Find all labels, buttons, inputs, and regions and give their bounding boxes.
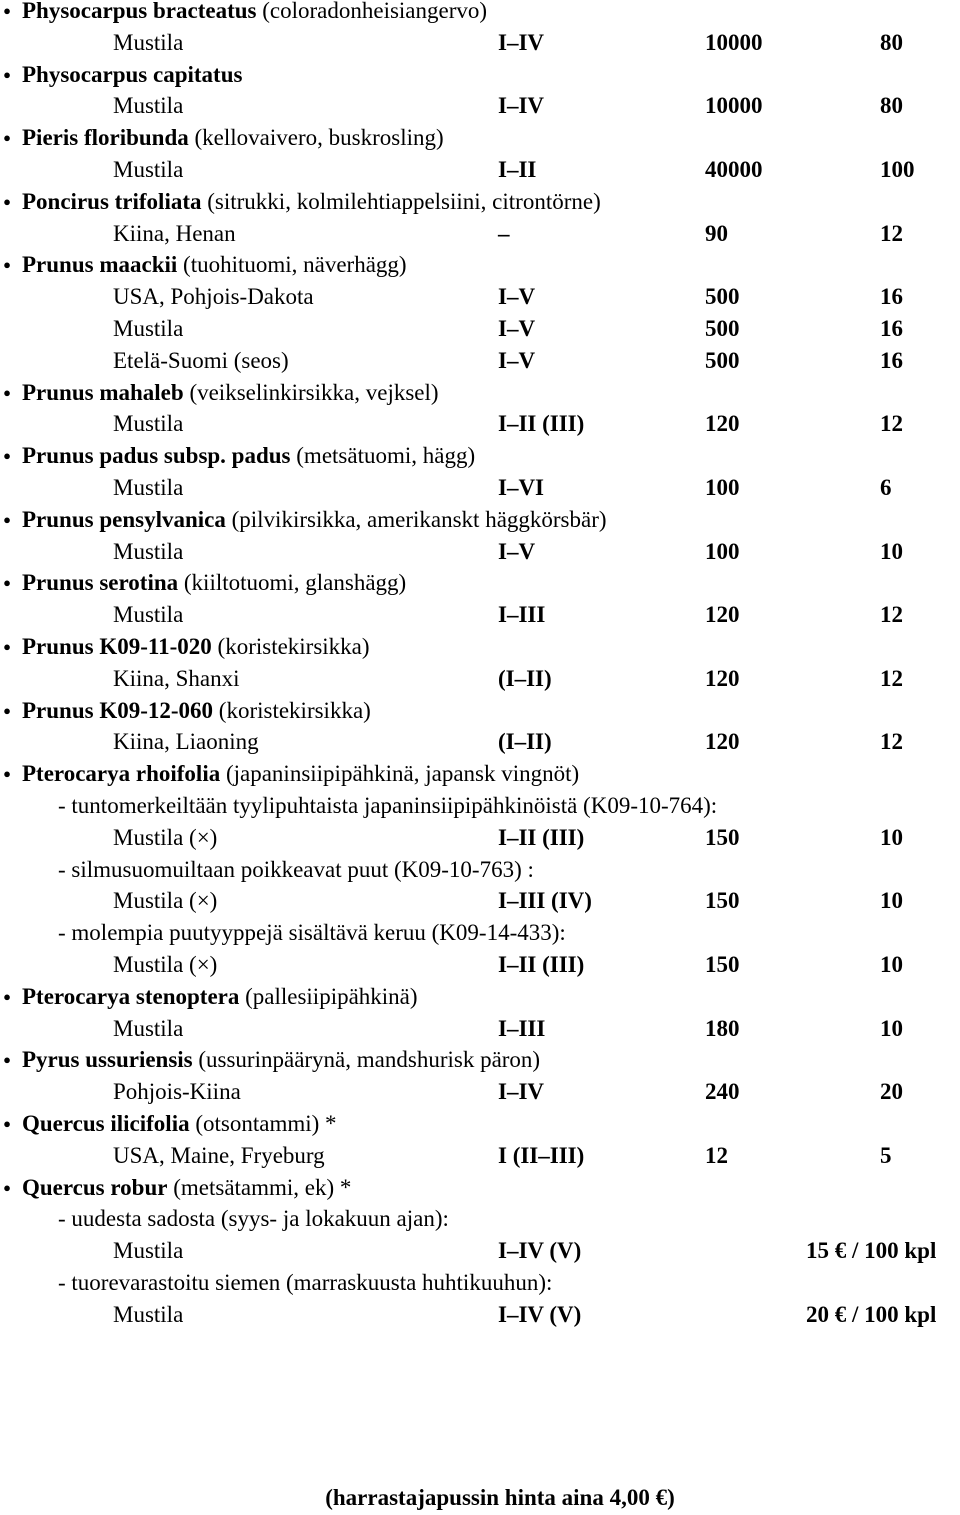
species-common-names: (kellovaivero, buskrosling) [188, 125, 444, 151]
species-entry [0, 60, 960, 90]
packet-price: 10 [880, 824, 903, 850]
seeds-per-packet: 500 [705, 284, 740, 310]
seeds-per-packet: 150 [705, 888, 740, 914]
species-name [22, 187, 601, 217]
packet-price: 10 [880, 538, 903, 564]
species-latin-name: Prunus maackii [22, 252, 178, 278]
packet-price: 16 [880, 284, 903, 310]
provenance-row [0, 473, 960, 503]
bullet-icon: ● [3, 448, 11, 464]
provenance-row [0, 346, 960, 376]
bullet-icon: ● [3, 1179, 11, 1195]
species-common-names: (pilvikirsikka, amerikanskt häggkörsbär) [225, 506, 607, 532]
species-latin-name: Prunus mahaleb [22, 379, 184, 405]
seeds-per-packet: 100 [705, 475, 740, 500]
species-name [22, 60, 242, 90]
seeds-per-packet: 500 [705, 316, 740, 341]
species-entry [0, 1045, 960, 1075]
species-common-names: (pallesiipipähkinä) [239, 983, 418, 1009]
packet-price: 80 [880, 29, 903, 55]
species-common-names: (metsätuomi, hägg) [290, 443, 476, 469]
species-common-names: (koristekirsikka) [213, 697, 371, 723]
provenance-row [0, 28, 960, 58]
species-common-names: (ussurinpäärynä, mandshurisk päron) [192, 1047, 541, 1073]
seeds-per-packet: 120 [705, 729, 740, 755]
bullet-icon: ● [3, 257, 11, 273]
provenance-origin: USA, Pohjois-Dakota [113, 284, 314, 310]
provenance-row [0, 314, 960, 344]
provenance-origin: Mustila (×) [113, 824, 218, 850]
seeds-per-packet: 500 [705, 347, 740, 373]
hardiness-zone: I–III (IV) [498, 888, 592, 914]
provenance-origin: Mustila [113, 411, 184, 437]
provenance-row [0, 91, 960, 121]
hardiness-zone: I–III [498, 602, 546, 628]
species-name [22, 1173, 351, 1203]
hardiness-zone: (I–II) [498, 729, 552, 755]
species-entry [0, 982, 960, 1012]
species-entry [0, 759, 960, 789]
packet-price: 10 [880, 952, 903, 977]
provenance-row [0, 1300, 960, 1330]
provenance-row [0, 155, 960, 185]
seeds-per-packet: 120 [705, 602, 740, 628]
species-common-names: (metsätammi, ek) * [167, 1174, 352, 1200]
provenance-row [0, 950, 960, 980]
collection-note: - silmusuomuiltaan poikkeavat puut (K09-10-763) : [58, 856, 534, 882]
collection-note-row [0, 791, 960, 821]
hardiness-zone: I–II (III) [498, 824, 585, 850]
provenance-row [0, 1077, 960, 1107]
hardiness-zone: – [498, 220, 510, 246]
species-latin-name: Pieris floribunda [22, 125, 189, 151]
seeds-per-packet: 240 [705, 1079, 740, 1105]
provenance-origin: Mustila [113, 93, 184, 119]
packet-price: 15 € / 100 kpl [806, 1238, 937, 1264]
species-common-names: (koristekirsikka) [211, 634, 370, 659]
provenance-row [0, 823, 960, 853]
packet-price: 5 [880, 1142, 892, 1168]
packet-price: 12 [880, 665, 903, 691]
species-entry [0, 378, 960, 408]
bullet-icon: ● [3, 575, 11, 591]
provenance-row [0, 886, 960, 916]
species-name [22, 568, 406, 598]
species-name [22, 632, 370, 662]
species-name [22, 982, 418, 1012]
species-latin-name: Prunus K09-11-020 [22, 634, 212, 659]
species-name [22, 123, 444, 153]
species-name [22, 505, 607, 535]
packet-price: 6 [880, 475, 892, 500]
species-latin-name: Quercus robur [22, 1174, 168, 1200]
provenance-row [0, 1236, 960, 1266]
species-common-names: (japaninsiipipähkinä, japansk vingnöt) [220, 761, 580, 787]
provenance-row [0, 600, 960, 630]
provenance-origin: Mustila [113, 316, 184, 341]
species-entry [0, 441, 960, 471]
provenance-origin: Mustila [113, 1238, 184, 1264]
hardiness-zone: I–IV [498, 93, 545, 119]
species-latin-name: Prunus serotina [22, 570, 179, 596]
provenance-row [0, 282, 960, 312]
species-entry [0, 568, 960, 598]
provenance-origin: Kiina, Shanxi [113, 665, 240, 691]
hardiness-zone: I–IV [498, 1079, 545, 1105]
bullet-icon: ● [3, 193, 11, 209]
collection-note-row [0, 918, 960, 948]
provenance-origin: Mustila [113, 1301, 184, 1327]
provenance-origin: Mustila (×) [113, 888, 218, 914]
species-entry [0, 250, 960, 280]
hardiness-zone: I–IV (V) [498, 1238, 582, 1264]
seeds-per-packet: 100 [705, 538, 740, 564]
seeds-per-packet: 120 [705, 411, 740, 437]
species-common-names: (kiiltotuomi, glanshägg) [178, 570, 407, 596]
species-name [22, 1109, 337, 1139]
provenance-origin: Mustila [113, 29, 184, 55]
bullet-icon: ● [3, 3, 11, 18]
species-entry [0, 1173, 960, 1203]
species-common-names: (coloradonheisiangervo) [256, 0, 488, 23]
bullet-icon: ● [3, 66, 11, 82]
species-latin-name: Pterocarya rhoifolia [22, 761, 221, 787]
bullet-icon: ● [3, 130, 11, 146]
packet-price: 80 [880, 93, 903, 119]
provenance-row [0, 727, 960, 757]
provenance-row [0, 664, 960, 694]
species-name [22, 250, 407, 280]
species-entry [0, 1109, 960, 1139]
seeds-per-packet: 40000 [705, 157, 763, 182]
provenance-origin: Mustila [113, 157, 184, 182]
packet-price: 10 [880, 888, 903, 914]
hardiness-zone: (I–II) [498, 665, 552, 691]
bullet-icon: ● [3, 1116, 11, 1131]
provenance-origin: Mustila (×) [113, 952, 218, 977]
provenance-origin: Mustila [113, 475, 184, 500]
species-name [22, 1045, 540, 1075]
species-entry [0, 696, 960, 726]
seeds-per-packet: 180 [705, 1015, 740, 1041]
collection-note: - tuntomerkeiltään tyylipuhtaista japaninsiipipähkinöistä (K09-10-764): [58, 793, 718, 818]
provenance-row [0, 409, 960, 439]
provenance-row [0, 1014, 960, 1044]
collection-note-row [0, 1268, 960, 1298]
hardiness-zone: I–V [498, 316, 536, 341]
packet-price: 10 [880, 1015, 903, 1041]
seeds-per-packet: 90 [705, 220, 728, 246]
provenance-origin: Mustila [113, 538, 184, 564]
bullet-icon: ● [3, 766, 11, 782]
hardiness-zone: I–IV (V) [498, 1301, 582, 1327]
provenance-origin: Kiina, Liaoning [113, 729, 259, 755]
species-entry [0, 632, 960, 662]
hardiness-zone: I–V [498, 347, 536, 373]
collection-note-row [0, 1204, 960, 1234]
provenance-origin: Etelä-Suomi (seos) [113, 347, 289, 373]
species-latin-name: Physocarpus capitatus [22, 61, 243, 87]
seeds-per-packet: 150 [705, 824, 740, 850]
seeds-per-packet: 150 [705, 952, 740, 977]
packet-price: 12 [880, 729, 903, 755]
collection-note: - tuorevarastoitu siemen (marraskuusta huhtikuuhun): [58, 1270, 553, 1295]
species-latin-name: Prunus K09-12-060 [22, 697, 214, 723]
bullet-icon: ● [3, 384, 11, 400]
provenance-origin: Mustila [113, 1015, 184, 1041]
packet-price: 12 [880, 411, 903, 437]
hardiness-zone: I–II [498, 157, 537, 182]
hardiness-zone: I (II–III) [498, 1142, 585, 1168]
collection-note: - molempia puutyyppejä sisältävä keruu (K09-14-433): [58, 920, 566, 946]
packet-price: 100 [880, 157, 915, 182]
species-latin-name: Quercus ilicifolia [22, 1111, 190, 1136]
species-name [22, 378, 439, 408]
seeds-per-packet: 120 [705, 665, 740, 691]
species-entry [0, 187, 960, 217]
bullet-icon: ● [3, 639, 11, 654]
species-entry [0, 505, 960, 535]
seeds-per-packet: 10000 [705, 93, 763, 119]
species-latin-name: Prunus pensylvanica [22, 506, 226, 532]
species-entry [0, 0, 960, 26]
packet-price: 20 [880, 1079, 903, 1105]
seeds-per-packet: 12 [705, 1142, 728, 1168]
hardiness-zone: I–II (III) [498, 952, 585, 977]
packet-price: 20 € / 100 kpl [806, 1301, 937, 1327]
provenance-row [0, 1141, 960, 1171]
species-latin-name: Pterocarya stenoptera [22, 983, 240, 1009]
species-name [22, 0, 487, 26]
provenance-origin: Mustila [113, 602, 184, 628]
species-latin-name: Prunus padus subsp. padus [22, 443, 291, 469]
hardiness-zone: I–VI [498, 475, 545, 500]
hardiness-zone: I–V [498, 284, 536, 310]
species-name [22, 696, 371, 726]
hobby-packet-price-note: (harrastajapussin hinta aina 4,00 €) [325, 1485, 675, 1510]
seeds-per-packet: 10000 [705, 29, 763, 55]
provenance-row [0, 219, 960, 249]
species-common-names: (tuohituomi, näverhägg) [177, 252, 407, 278]
packet-price: 16 [880, 316, 903, 341]
hardiness-zone: I–II (III) [498, 411, 585, 437]
species-common-names: (sitrukki, kolmilehtiappelsiini, citrontörne) [201, 188, 601, 214]
hardiness-zone: I–III [498, 1015, 546, 1041]
packet-price: 12 [880, 602, 903, 628]
species-latin-name: Pyrus ussuriensis [22, 1047, 193, 1073]
bullet-icon: ● [3, 1052, 11, 1068]
species-latin-name: Poncirus trifoliata [22, 188, 202, 214]
species-latin-name: Physocarpus bracteatus [22, 0, 257, 23]
species-name [22, 441, 475, 471]
bullet-icon: ● [3, 511, 11, 527]
hardiness-zone: I–V [498, 538, 536, 564]
collection-note-row [0, 855, 960, 885]
provenance-row [0, 537, 960, 567]
provenance-origin: USA, Maine, Fryeburg [113, 1142, 325, 1168]
packet-price: 16 [880, 347, 903, 373]
species-name [22, 759, 579, 789]
species-common-names: (otsontammi) * [189, 1111, 337, 1136]
species-entry [0, 123, 960, 153]
provenance-origin: Pohjois-Kiina [113, 1079, 241, 1105]
hardiness-zone: I–IV [498, 29, 545, 55]
bullet-icon: ● [3, 702, 11, 718]
bullet-icon: ● [3, 988, 11, 1004]
provenance-origin: Kiina, Henan [113, 220, 236, 246]
species-common-names: (veikselinkirsikka, vejksel) [183, 379, 439, 405]
packet-price: 12 [880, 220, 903, 246]
collection-note: - uudesta sadosta (syys- ja lokakuun ajan): [58, 1206, 449, 1232]
